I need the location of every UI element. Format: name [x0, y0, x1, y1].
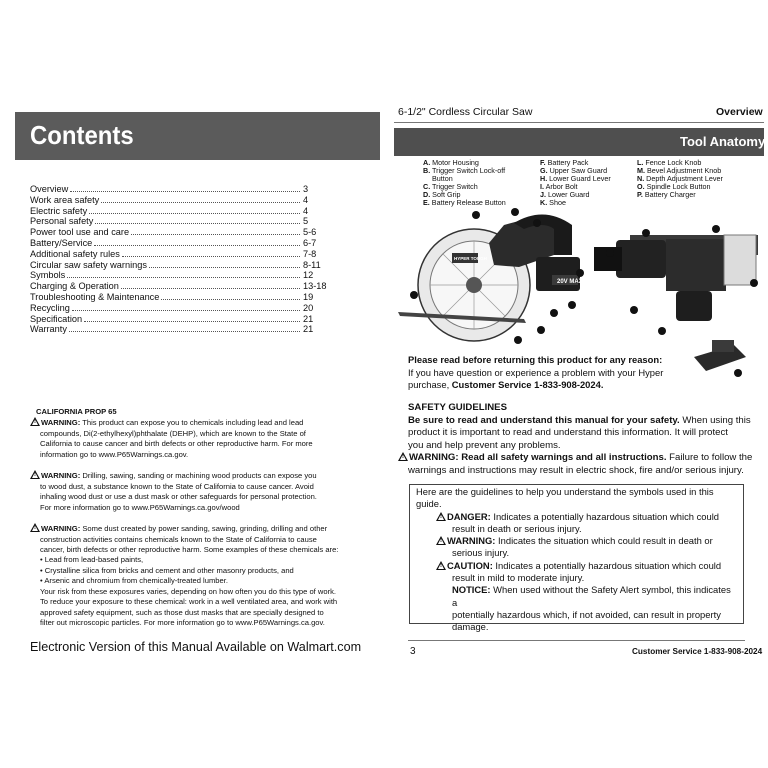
danger-triangle-icon: ! — [436, 512, 446, 521]
prop65-text: • Arsenic and chromium from chemically-treated lumber. — [40, 576, 228, 586]
warning-label: WARNING: — [447, 535, 496, 547]
guide-text: When used without the Safety Alert symbol, this indicates a — [452, 584, 731, 608]
table-of-contents — [30, 184, 333, 335]
toc-leader-dots — [161, 299, 300, 300]
prop65-text: inhaling wood dust or use a dust mask or other safeguards for personal protection. — [40, 492, 317, 502]
part-name: Bevel Adjustment Knob — [644, 166, 722, 175]
toc-page: 20 — [303, 302, 314, 313]
part-name: Spindle Lock Button — [644, 182, 711, 191]
toc-row — [30, 260, 333, 271]
guide-text: result in mild to moderate injury. — [452, 572, 585, 584]
toc-label: Overview — [30, 184, 69, 194]
toc-label: Specification — [30, 313, 83, 324]
part-key: D. — [423, 190, 431, 199]
prop65-text: To reduce your exposure to these chemical: work in a well ventilated area, and work with — [40, 597, 338, 607]
warning-triangle-icon: ! — [398, 452, 408, 461]
part-key: A. — [423, 158, 431, 167]
toc-row — [30, 249, 333, 260]
toc-page: 7-8 — [303, 248, 317, 259]
safety-text: product it is important to read and understand this information. It will protect — [408, 427, 728, 439]
prop65-text: Your risk from these exposures varies, depending on how often you do this type of work. — [40, 586, 337, 596]
part-key: C. — [423, 182, 431, 191]
prop65-text: • Crystalline silica from bricks and cement and other masonry products, and — [40, 565, 294, 575]
toc-row — [30, 227, 333, 238]
toc-row — [30, 281, 333, 292]
toc-page: 21 — [303, 324, 314, 335]
toc-leader-dots — [89, 213, 300, 214]
part-name: Lower Guard — [546, 190, 590, 199]
safety-text: you and help prevent any problems. — [408, 439, 561, 451]
symbols-guide — [416, 486, 738, 634]
toc-page: 4 — [303, 194, 309, 205]
toc-label: Circular saw safety warnings — [30, 259, 147, 270]
part-key: B. — [423, 166, 431, 175]
guide-text: Indicates a potentially hazardous situation which could — [490, 510, 720, 522]
toc-leader-dots — [101, 202, 300, 203]
part-key: F. — [540, 158, 546, 167]
part-key: E. — [423, 198, 430, 207]
warning-label: WARNING: — [41, 524, 81, 534]
toc-row — [30, 292, 333, 303]
toc-label: Battery/Service — [30, 237, 93, 248]
toc-row — [30, 303, 333, 314]
toc-label: Charging & Operation — [30, 281, 119, 292]
toc-row — [30, 238, 333, 249]
toc-page: 21 — [303, 313, 314, 324]
toc-page: 8-11 — [303, 259, 321, 270]
guide-intro: Here are the guidelines to help you understand the symbols used in this — [416, 486, 714, 497]
toc-row — [30, 314, 333, 325]
part-name: Fence Lock Knob — [643, 158, 702, 167]
warning-triangle-icon: ! — [30, 417, 40, 426]
prop65-text: to wood dust, a substance known to the State of California to cause cancer. Avoid — [40, 481, 314, 491]
warning-triangle-icon: ! — [30, 523, 40, 532]
safety-bold-text: WARNING: Read all safety warnings and all instructions. — [409, 452, 667, 464]
toc-label: Power tool use and care — [30, 227, 130, 238]
toc-label: Recycling — [30, 302, 70, 313]
toc-leader-dots — [70, 191, 300, 192]
page-header-title: 6-1/2" Cordless Circular Saw — [398, 106, 533, 118]
return-text: If you have question or experience a problem with your Hyper — [408, 366, 664, 378]
warning-label: WARNING: — [41, 471, 81, 481]
part-name: Battery Pack — [545, 158, 589, 167]
guide-intro: guide. — [416, 498, 442, 510]
guide-text: result in death or serious injury. — [452, 522, 582, 534]
parts-list-col3 — [637, 159, 723, 199]
battery-badge: 20V MAX — [557, 279, 583, 285]
part-name: Lower Guard Lever — [547, 174, 611, 183]
part-name: Soft Grip — [430, 190, 461, 199]
arbor-bolt — [466, 277, 482, 293]
prop65-text: For more information go to www.P65Warnings.ca.gov/wood — [40, 502, 240, 512]
part-key: O. — [637, 182, 645, 191]
part-name: Trigger Switch — [430, 182, 478, 191]
part-name: Battery Charger — [642, 190, 696, 199]
tool-anatomy-title: Tool Anatomy — [680, 134, 766, 149]
toc-row — [30, 324, 333, 335]
toc-page: 19 — [303, 291, 314, 302]
part-key: H. — [540, 174, 548, 183]
toc-label: Warranty — [30, 324, 67, 335]
part-name: Motor Housing — [430, 158, 479, 167]
toc-row — [30, 195, 333, 206]
part-key: I. — [540, 182, 544, 191]
guide-text: Indicates the situation which could result in death or — [495, 535, 713, 547]
toc-page: 6-7 — [303, 237, 317, 248]
toc-page: 13-18 — [303, 281, 327, 292]
warning-triangle-icon: ! — [436, 536, 446, 545]
prop65-text: information go to www.P65Warnings.ca.gov. — [40, 449, 189, 459]
prop65-text: Drilling, sawing, sanding or machining wood products can expose you — [80, 471, 317, 481]
prop65-text: compounds, Di(2-ethylhexyl)phthalate (DEHP), which are known to the State of — [40, 428, 306, 438]
toc-label: Electric safety — [30, 205, 88, 216]
toc-page: 5-6 — [303, 227, 317, 238]
toc-leader-dots — [131, 234, 300, 235]
part-name: Upper Saw Guard — [547, 166, 608, 175]
part-name: Button — [432, 174, 453, 183]
warning-triangle-icon: ! — [30, 470, 40, 479]
part-key: N. — [637, 174, 645, 183]
part-name: Trigger Switch Lock-off — [430, 166, 506, 175]
toc-leader-dots — [149, 267, 300, 268]
prop65-text: construction activities contains chemicals known to the State of California to cause — [40, 534, 317, 544]
toc-leader-dots — [95, 223, 300, 224]
return-heading: Please read before returning this product for any reason: — [408, 354, 663, 365]
part-name: Shoe — [547, 198, 566, 207]
safety-bold-text: Be sure to read and understand this manual for your safety. — [408, 414, 680, 426]
toc-page: 12 — [303, 270, 314, 281]
customer-service-footer: Customer Service 1-833-908-2024 — [632, 647, 763, 656]
toc-leader-dots — [122, 256, 300, 257]
notice-label: NOTICE: — [452, 584, 491, 596]
safety-heading: SAFETY GUIDELINES — [408, 402, 507, 413]
toc-label: Personal safety — [30, 216, 94, 227]
toc-row — [30, 270, 333, 281]
guide-text: potentially hazardous which, if not avoided, can result in property — [452, 608, 721, 620]
walmart-manual-footer: Electronic Version of this Manual Available on Walmart.com — [30, 640, 362, 654]
toc-label: Work area safety — [30, 194, 100, 205]
toc-leader-dots — [121, 288, 300, 289]
saw-side-body — [666, 239, 726, 291]
customer-service-number: Customer Service 1-833-908-2024. — [451, 379, 604, 391]
caution-label: CAUTION: — [447, 559, 493, 571]
toc-row — [30, 206, 333, 217]
toc-row — [30, 184, 333, 195]
toc-leader-dots — [67, 277, 300, 278]
toc-label: Symbols — [30, 270, 66, 281]
page-number: 3 — [410, 646, 416, 657]
saw-side-motor — [616, 240, 666, 278]
battery-pack — [536, 257, 580, 291]
danger-label: DANGER: — [447, 510, 491, 522]
guide-text: Indicates a potentially hazardous situation which could — [492, 559, 722, 571]
part-name: Arbor Bolt — [544, 182, 578, 191]
caution-triangle-icon: ! — [436, 561, 446, 570]
prop65-text: cancer, birth defects or other reproductive harm. Some examples of these chemicals are: — [40, 545, 339, 555]
part-key: L. — [637, 158, 644, 167]
toc-page: 4 — [303, 205, 309, 216]
safety-text: When using this — [679, 414, 751, 426]
prop65-text: California to cause cancer and birth defects or other reproductive harm. For more — [40, 439, 313, 449]
contents-title: Contents — [30, 120, 134, 150]
header-divider — [394, 122, 764, 123]
toc-label: Troubleshooting & Maintenance — [30, 291, 160, 302]
guide-text: damage. — [452, 621, 489, 633]
part-name: Depth Adjustment Lever — [644, 174, 723, 183]
toc-row — [30, 216, 333, 227]
part-key: G. — [540, 166, 548, 175]
prop65-heading: CALIFORNIA PROP 65 — [36, 407, 117, 416]
prop65-text: filter out microscopic particles. For more information go to www.P65Warnings.ca.gov. — [40, 617, 325, 627]
toc-leader-dots — [94, 245, 300, 246]
return-notice — [408, 354, 748, 392]
prop65-text: approved safety equipment, such as those dust masks that are specially designed to — [40, 607, 324, 617]
return-text: purchase, — [408, 379, 452, 391]
toc-page: 5 — [303, 216, 309, 227]
toc-leader-dots — [72, 310, 300, 311]
part-name: Battery Release Button — [429, 198, 506, 207]
safety-text: Failure to follow the — [666, 452, 753, 464]
prop65-text: Some dust created by power sanding, sawing, grinding, drilling and other — [80, 524, 328, 534]
safety-text: warnings and instructions may result in electric shock, fire and/or serious injury. — [408, 464, 744, 476]
footer-divider — [408, 640, 745, 641]
prop65-section — [30, 407, 355, 639]
prop65-text: This product can expose you to chemicals including lead and lead — [80, 418, 304, 428]
warning-label: WARNING: — [41, 418, 81, 428]
guide-text: serious injury. — [452, 547, 510, 559]
part-key: K. — [540, 198, 548, 207]
toc-leader-dots — [84, 321, 300, 322]
prop65-text: • Lead from lead-based paints, — [40, 555, 144, 565]
toc-page: 3 — [303, 184, 309, 194]
part-key: J. — [540, 190, 546, 199]
toc-leader-dots — [69, 331, 300, 332]
toc-label: Additional safety rules — [30, 248, 120, 259]
part-key: P. — [637, 190, 643, 199]
part-key: M. — [637, 166, 645, 175]
svg-text:HYPER TOUGH: HYPER TOUGH — [454, 256, 487, 261]
safety-guidelines — [402, 402, 753, 478]
page-header-section: Overview — [716, 106, 763, 118]
